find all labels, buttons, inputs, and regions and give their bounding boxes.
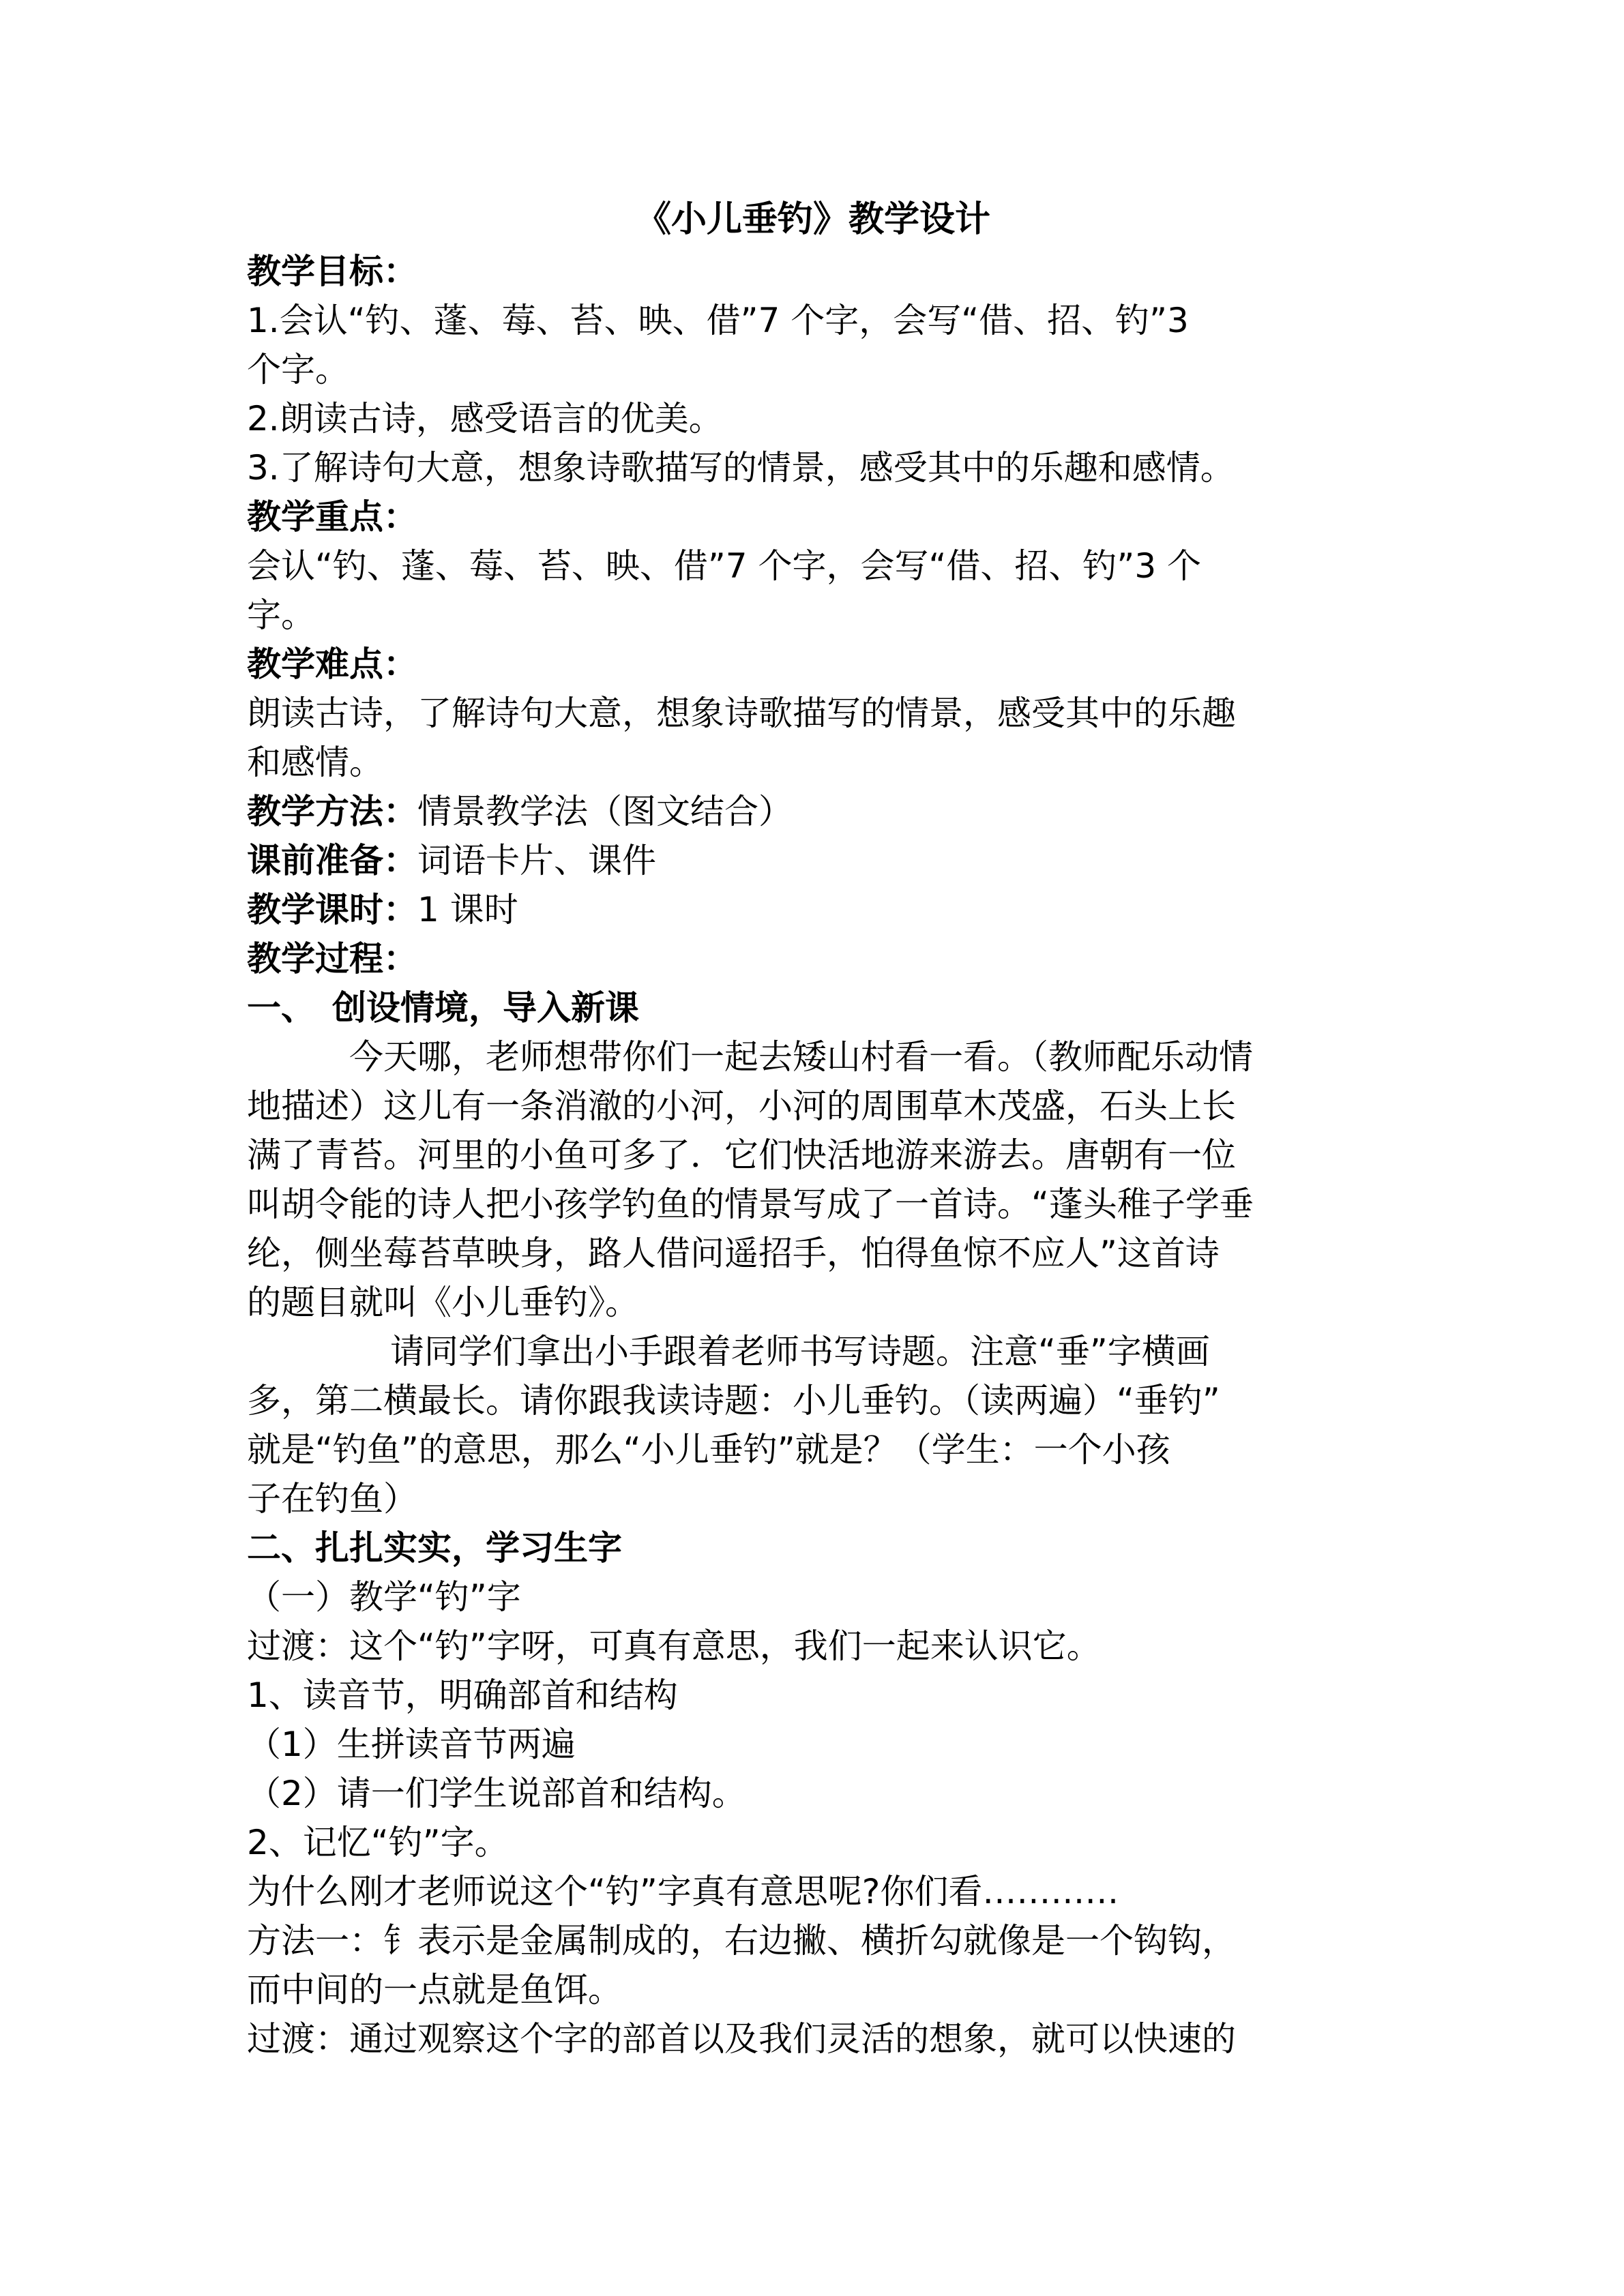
objectives-heading: 教学目标： bbox=[247, 252, 417, 291]
section1-para2-line: 就是“钓鱼”的意思，那么“小儿垂钓”就是？（学生：一个小孩 bbox=[247, 1430, 1170, 1470]
section2-line: 过渡：这个“钓”字呀，可真有意思，我们一起来认识它。 bbox=[247, 1626, 1101, 1666]
section1-para1-line: 地描述）这儿有一条消澈的小河，小河的周围草木茂盛，石头上长 bbox=[247, 1086, 1236, 1126]
key-points-heading: 教学重点： bbox=[247, 497, 417, 537]
section1-para1-line: 纶，侧坐莓苔草映身，路人借问遥招手，怕得鱼惊不应人”这首诗 bbox=[247, 1234, 1220, 1273]
section2-line: 为什么刚才老师说这个“钓”字真有意思呢?你们看………… bbox=[247, 1872, 1119, 1911]
objectives-line: 2.朗读古诗，感受语言的优美。 bbox=[247, 399, 723, 438]
section1-para2-line: 请同学们拿出小手跟着老师书写诗题。注意“垂”字横画 bbox=[390, 1332, 1210, 1371]
section1-para1-line: 叫胡令能的诗人把小孩学钓鱼的情景写成了一首诗。“蓬头稚子学垂 bbox=[247, 1184, 1254, 1224]
section1-heading: 一、 创设情境，导入新课 bbox=[247, 988, 639, 1028]
section2-line: （2）请一们学生说部首和结构。 bbox=[247, 1774, 746, 1813]
section1-para1-line: 的题目就叫《小儿垂钓》。 bbox=[247, 1283, 639, 1322]
objectives-line: 1.会认“钓、蓬、莓、苔、映、借”7 个字，会写“借、招、钓”3 bbox=[247, 301, 1189, 340]
key-points-line: 字。 bbox=[247, 595, 315, 635]
hours-value: 1 课时 bbox=[417, 890, 518, 929]
preparation-row bbox=[247, 836, 1379, 885]
section2-line: （1）生拼读音节两遍 bbox=[247, 1725, 576, 1764]
document-page bbox=[247, 192, 1379, 2063]
document-title: 《小儿垂钓》教学设计 bbox=[635, 199, 990, 240]
section1-para2-line: 子在钓鱼） bbox=[247, 1479, 417, 1519]
section2-line: 2、记忆“钓”字。 bbox=[247, 1823, 509, 1862]
method-label: 教学方法： bbox=[247, 792, 417, 831]
method-value: 情景教学法（图文结合） bbox=[417, 792, 793, 831]
key-points-line: 会认“钓、蓬、莓、苔、映、借”7 个字，会写“借、招、钓”3 个 bbox=[247, 546, 1202, 586]
hours-label: 教学课时： bbox=[247, 890, 417, 929]
section1-para1-line: 今天哪，老师想带你们一起去矮山村看一看。（教师配乐动情 bbox=[349, 1037, 1253, 1077]
section1-para1-line: 满了青苔。河里的小鱼可多了．它们快活地游来游去。唐朝有一位 bbox=[247, 1135, 1236, 1175]
objectives-line: 个字。 bbox=[247, 350, 349, 389]
process-heading: 教学过程： bbox=[247, 939, 417, 979]
section2-line: （一）教学“钓”字 bbox=[247, 1577, 521, 1617]
section2-line: 方法一：钅表示是金属制成的，右边撇、横折勾就像是一个钩钩， bbox=[247, 1921, 1236, 1960]
section1-para2-line: 多，第二横最长。请你跟我读诗题：小儿垂钓。（读两遍）“垂钓” bbox=[247, 1381, 1220, 1420]
method-row bbox=[247, 787, 1379, 836]
difficulties-line: 和感情。 bbox=[247, 743, 383, 782]
section2-line: 过渡：通过观察这个字的部首以及我们灵活的想象，就可以快速的 bbox=[247, 2019, 1236, 2059]
preparation-label: 课前准备： bbox=[247, 841, 417, 880]
hours-row bbox=[247, 885, 1379, 934]
difficulties-line: 朗读古诗，了解诗句大意，想象诗歌描写的情景，感受其中的乐趣 bbox=[247, 694, 1236, 733]
difficulties-heading: 教学难点： bbox=[247, 644, 417, 684]
section2-line: 而中间的一点就是鱼饵。 bbox=[247, 1970, 622, 2010]
objectives-line: 3.了解诗句大意，想象诗歌描写的情景，感受其中的乐趣和感情。 bbox=[247, 448, 1235, 488]
section2-heading: 二、扎扎实实，学习生字 bbox=[247, 1528, 622, 1568]
section2-line: 1、读音节，明确部首和结构 bbox=[247, 1675, 678, 1715]
preparation-value: 词语卡片、课件 bbox=[417, 841, 656, 880]
